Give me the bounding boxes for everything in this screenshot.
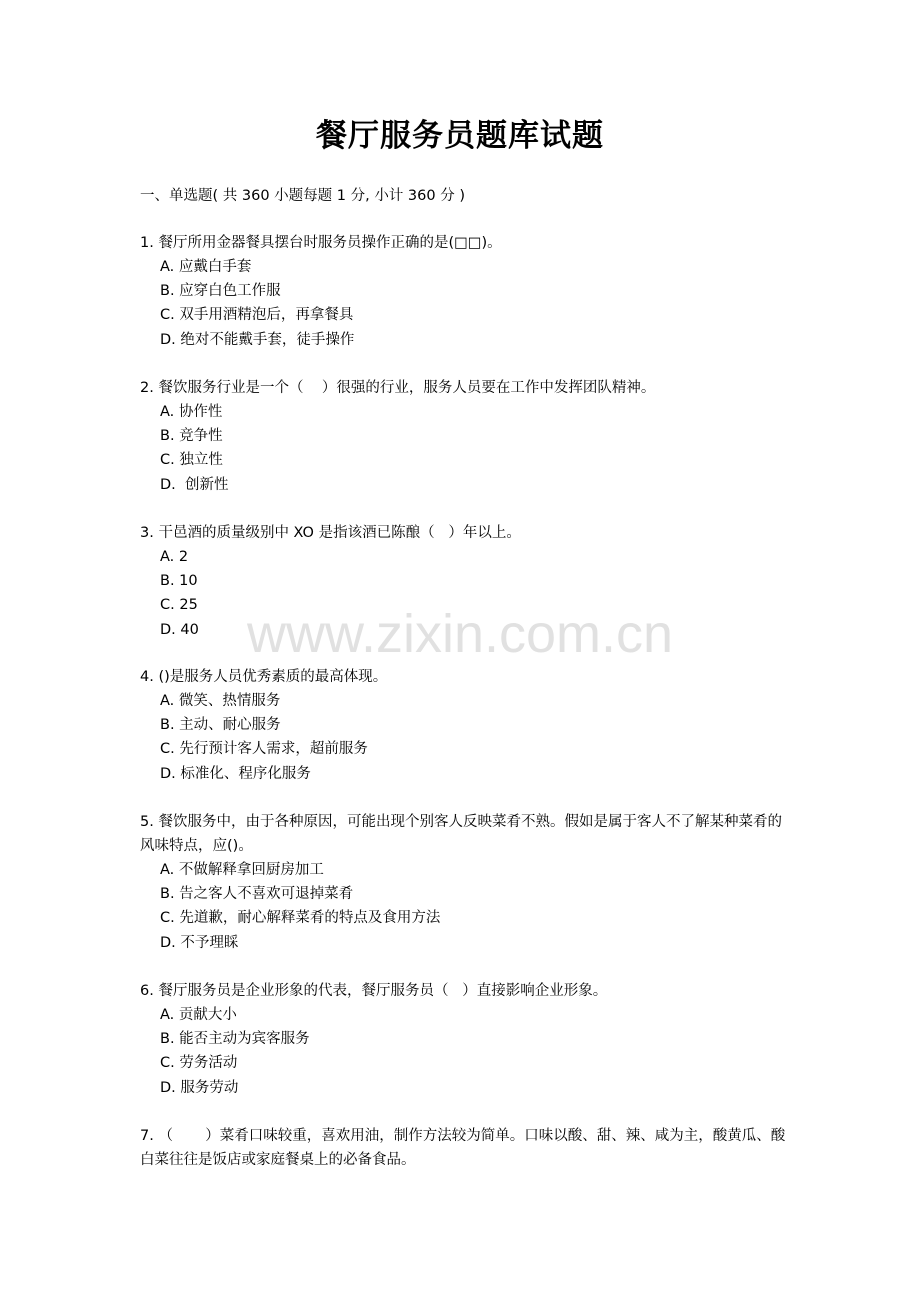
question-text: 5. 餐饮服务中，由于各种原因，可能出现个别客人反映菜肴不熟。假如是属于客人不了解某种菜肴的风味特点，应()。	[140, 814, 782, 854]
question-text: 4. ()是服务人员优秀素质的最高体现。	[140, 669, 388, 685]
question-text: 7. （ ）菜肴口味较重，喜欢用油，制作方法较为简单。口味以酸、甜、辣、咸为主，酸黄瓜、酸白菜往往是饭店或家庭餐桌上的必备食品。	[140, 1128, 786, 1168]
option-b: B. 10	[160, 573, 198, 590]
option-d: D. 标准化、程序化服务	[160, 765, 311, 782]
question-7	[140, 1124, 790, 1172]
watermark: www.zixin.com.cn	[246, 604, 674, 664]
option-b: B. 能否主动为宾客服务	[160, 1031, 310, 1048]
option-c: C. 25	[160, 597, 198, 614]
question-6	[140, 979, 790, 1100]
option-d: D. 不予理睬	[160, 934, 239, 951]
option-b: B. 应穿白色工作服	[160, 283, 281, 300]
question-text: 6. 餐厅服务员是企业形象的代表，餐厅服务员（ ）直接影响企业形象。	[140, 983, 608, 999]
question-4	[140, 665, 790, 786]
question-text: 1. 餐厅所用金器餐具摆台时服务员操作正确的是(□□)。	[140, 235, 502, 251]
option-c: C. 双手用酒精泡后，再拿餐具	[160, 307, 354, 324]
option-c: C. 先行预计客人需求，超前服务	[160, 741, 368, 758]
option-c: C. 先道歉，耐心解释菜肴的特点及食用方法	[160, 910, 441, 927]
option-d: D. 40	[160, 621, 199, 638]
option-a: A. 不做解释拿回厨房加工	[160, 862, 324, 878]
option-b: B. 告之客人不喜欢可退掉菜肴	[160, 886, 354, 903]
option-b: B. 竞争性	[160, 428, 223, 445]
option-a: A. 微笑、热情服务	[160, 693, 281, 709]
question-2	[140, 376, 790, 497]
option-a: A. 协作性	[160, 404, 223, 420]
option-a: A. 2	[160, 549, 189, 565]
section-header: 一、单选题( 共 360 小题每题 1 分, 小计 360 分 )	[140, 188, 465, 204]
question-3	[140, 521, 790, 642]
question-text: 2. 餐饮服务行业是一个（ ）很强的行业，服务人员要在工作中发挥团队精神。	[140, 380, 656, 396]
option-d: D. 服务劳动	[160, 1079, 239, 1096]
document-title: 餐厅服务员题库试题	[316, 118, 604, 154]
question-text: 3. 干邑酒的质量级别中 XO 是指该酒已陈酿（ ）年以上。	[140, 525, 521, 541]
option-c: C. 劳务活动	[160, 1055, 238, 1072]
option-d: D. 创新性	[160, 476, 229, 493]
option-d: D. 绝对不能戴手套，徒手操作	[160, 331, 355, 348]
option-a: A. 贡献大小	[160, 1007, 237, 1023]
option-b: B. 主动、耐心服务	[160, 717, 281, 734]
option-a: A. 应戴白手套	[160, 259, 252, 275]
option-c: C. 独立性	[160, 452, 223, 469]
question-1	[140, 231, 790, 352]
question-5	[140, 810, 790, 955]
